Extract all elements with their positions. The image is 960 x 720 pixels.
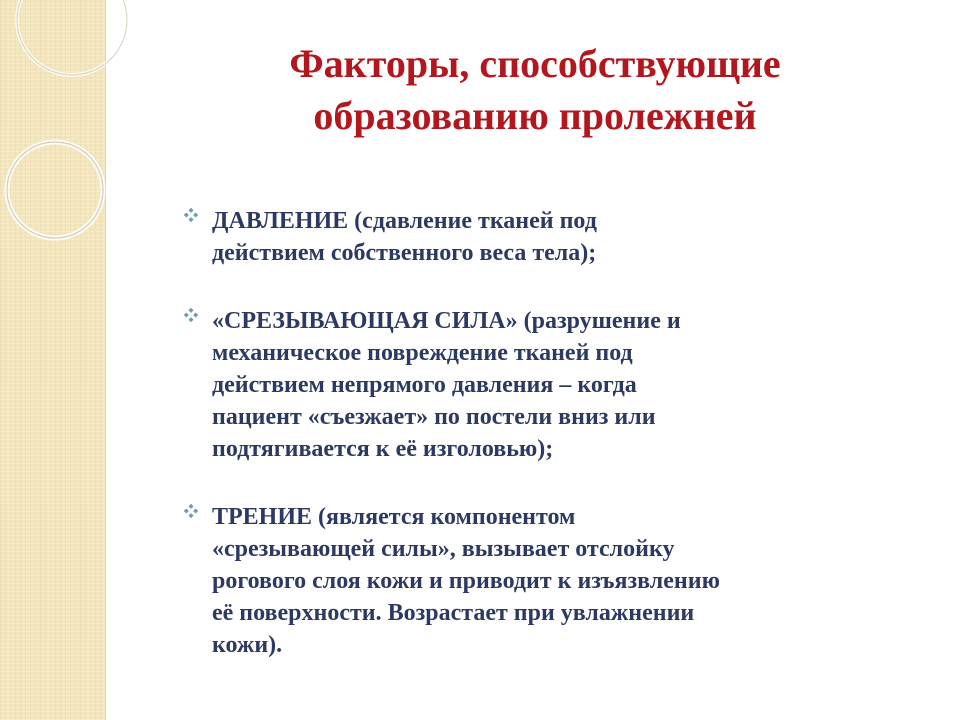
bullet-text-friction: ТРЕНИЕ (является компонентом «срезывающей силы», вызывает отслойку рогового слоя кожи и приводит к изъязвлению её поверхности. Возрастает при увлажнении кожи). (212, 504, 720, 658)
diamond-bullet-icon (184, 504, 198, 518)
title-line-1: Факторы, способствующие (289, 41, 781, 86)
bullet-item-friction (182, 501, 912, 661)
bullet-text-pressure: ДАВЛЕНИЕ (сдавление тканей под действием собственного веса тела); (212, 208, 597, 266)
decorative-rings (0, 0, 140, 260)
diamond-bullet-icon (184, 208, 198, 222)
bullet-text-shear-force: «СРЕЗЫВАЮЩАЯ СИЛА» (разрушение и механическое повреждение тканей под действием непрямого давления – когда пациент «съезжает» по постели вниз или подтягивается к её изголовью); (212, 308, 681, 462)
title-line-2: образованию пролежней (313, 93, 757, 138)
bullet-list (182, 205, 912, 661)
slide-title (130, 38, 940, 142)
bullet-item-shear-force (182, 305, 912, 465)
bullet-item-pressure (182, 205, 912, 269)
diamond-bullet-icon (184, 308, 198, 322)
